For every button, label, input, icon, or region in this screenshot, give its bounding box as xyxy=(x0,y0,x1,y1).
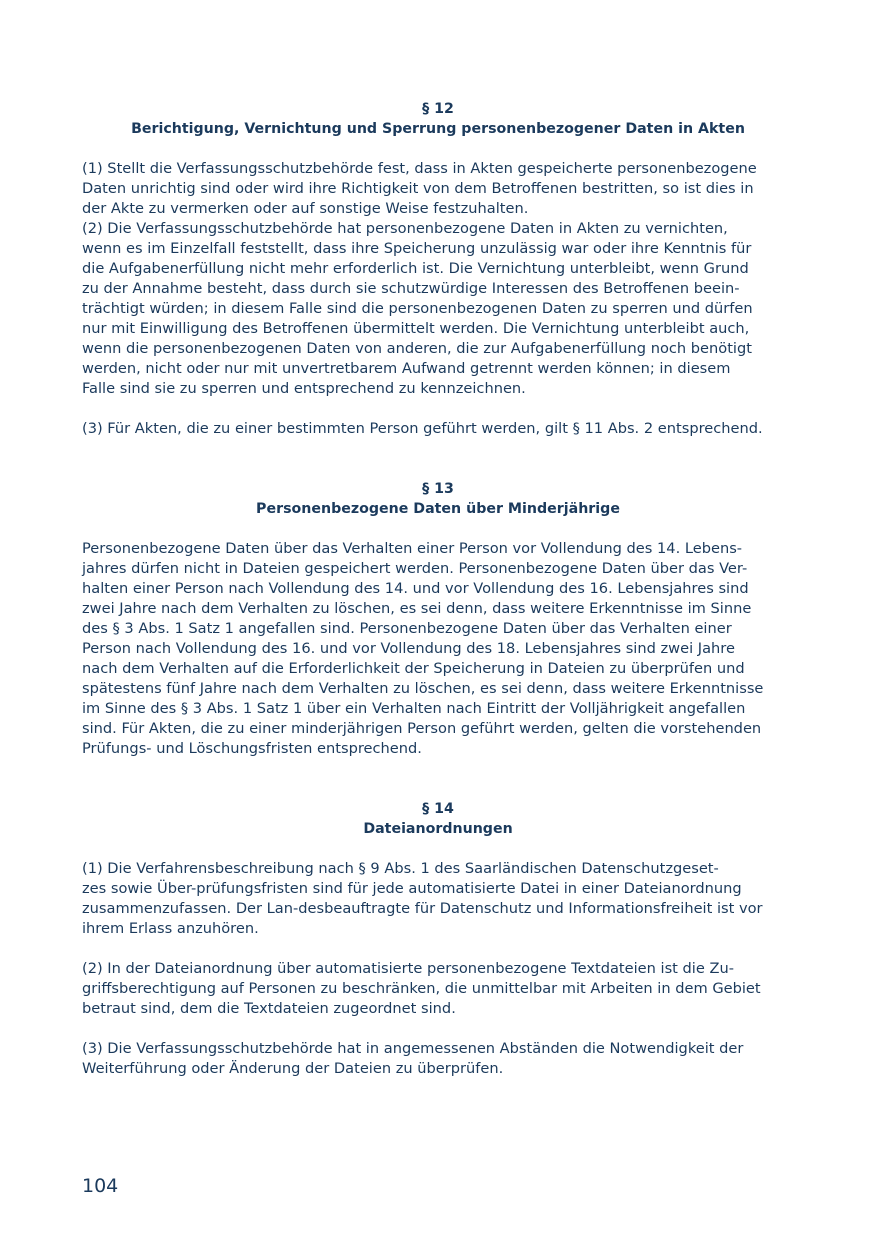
section-number: § 12 xyxy=(422,101,454,117)
paragraph xyxy=(82,159,794,219)
text-line: Personenbezogene Daten über das Verhalten einer Person vor Vollendung des 14. Lebens- xyxy=(82,540,743,557)
text-line: die Aufgabenerfüllung nicht mehr erforderlich ist. Die Vernichtung unterbleibt, wenn Grund xyxy=(82,260,749,277)
section-title: Berichtigung, Vernichtung und Sperrung personenbezogener Daten in Akten xyxy=(131,121,745,137)
text-line: (2) In der Dateianordnung über automatisierte personenbezogene Textdateien ist die Zu- xyxy=(82,960,734,977)
section-title: Personenbezogene Daten über Minderjährige xyxy=(256,501,620,517)
text-line: des § 3 Abs. 1 Satz 1 angefallen sind. Personenbezogene Daten über das Verhalten einer xyxy=(82,620,732,637)
text-line: betraut sind, dem die Textdateien zugeordnet sind. xyxy=(82,1000,456,1017)
text-line: Person nach Vollendung des 16. und vor Vollendung des 18. Lebensjahres sind zwei Jahre xyxy=(82,640,735,657)
section-13 xyxy=(82,479,794,759)
paragraph xyxy=(82,539,794,759)
text-line: nach dem Verhalten auf die Erforderlichkeit der Speicherung in Dateien zu überprüfen und xyxy=(82,660,745,677)
text-line: ihrem Erlass anzuhören. xyxy=(82,920,259,937)
text-line: (2) Die Verfassungsschutzbehörde hat personenbezogene Daten in Akten zu vernichten, xyxy=(82,220,728,237)
text-line: zusammenzufassen. Der Lan-desbeauftragte für Datenschutz und Informationsfreiheit ist vor xyxy=(82,900,763,917)
text-line: halten einer Person nach Vollendung des 14. und vor Vollendung des 16. Lebensjahres sind xyxy=(82,580,749,597)
paragraph xyxy=(82,859,794,939)
paragraph xyxy=(82,1039,794,1079)
text-line: zes sowie Über-prüfungsfristen sind für jede automatisierte Datei in einer Dateianordnung xyxy=(82,880,742,897)
text-line: im Sinne des § 3 Abs. 1 Satz 1 über ein Verhalten nach Eintritt der Volljährigkeit angefallen xyxy=(82,700,746,717)
text-line: der Akte zu vermerken oder auf sonstige Weise festzuhalten. xyxy=(82,200,529,217)
text-line: wenn die personenbezogenen Daten von anderen, die zur Aufgabenerfüllung noch benötigt xyxy=(82,340,752,357)
text-line: zwei Jahre nach dem Verhalten zu löschen, es sei denn, dass weitere Erkenntnisse im Sinne xyxy=(82,600,752,617)
section-title: Dateianordnungen xyxy=(363,821,513,837)
paragraph xyxy=(82,419,794,439)
text-line: trächtigt würden; in diesem Falle sind die personenbezogenen Daten zu sperren und dürfen xyxy=(82,300,753,317)
section-number: § 13 xyxy=(422,481,454,497)
text-line: griffsberechtigung auf Personen zu beschränken, die unmittelbar mit Arbeiten in dem Gebiet xyxy=(82,980,761,997)
text-line: (1) Die Verfahrensbeschreibung nach § 9 Abs. 1 des Saarländischen Datenschutzgeset- xyxy=(82,860,719,877)
text-line: (1) Stellt die Verfassungsschutzbehörde fest, dass in Akten gespeicherte personenbezogene xyxy=(82,160,757,177)
section-number: § 14 xyxy=(422,801,454,817)
text-line: (3) Für Akten, die zu einer bestimmten Person geführt werden, gilt § 11 Abs. 2 entsprechend. xyxy=(82,420,763,437)
paragraph xyxy=(82,219,794,399)
text-line: wenn es im Einzelfall feststellt, dass ihre Speicherung unzulässig war oder ihre Kenntnis für xyxy=(82,240,752,257)
text-line: Daten unrichtig sind oder wird ihre Richtigkeit von dem Betroffenen bestritten, so ist dies in xyxy=(82,180,754,197)
text-line: Prüfungs- und Löschungsfristen entsprechend. xyxy=(82,740,422,757)
text-line: (3) Die Verfassungsschutzbehörde hat in angemessenen Abständen die Notwendigkeit der xyxy=(82,1040,744,1057)
text-line: spätestens fünf Jahre nach dem Verhalten zu löschen, es sei denn, dass weitere Erkenntnisse xyxy=(82,680,764,697)
text-line: sind. Für Akten, die zu einer minderjährigen Person geführt werden, gelten die vorstehenden xyxy=(82,720,762,737)
section-12 xyxy=(82,99,794,439)
page-number: 104 xyxy=(82,1175,119,1197)
text-line: zu der Annahme besteht, dass durch sie schutzwürdige Interessen des Betroffenen beein- xyxy=(82,280,740,297)
text-line: werden, nicht oder nur mit unvertretbarem Aufwand getrennt werden können; in diesem xyxy=(82,360,731,377)
paragraph xyxy=(82,959,794,1019)
text-line: jahres dürfen nicht in Dateien gespeichert werden. Personenbezogene Daten über das Ver- xyxy=(82,560,748,577)
section-14 xyxy=(82,799,794,1079)
text-line: Falle sind sie zu sperren und entsprechend zu kennzeichnen. xyxy=(82,380,526,397)
document-page xyxy=(82,99,794,1079)
text-line: nur mit Einwilligung des Betroffenen übermittelt werden. Die Vernichtung unterbleibt auch, xyxy=(82,320,750,337)
text-line: Weiterführung oder Änderung der Dateien zu überprüfen. xyxy=(82,1060,504,1077)
